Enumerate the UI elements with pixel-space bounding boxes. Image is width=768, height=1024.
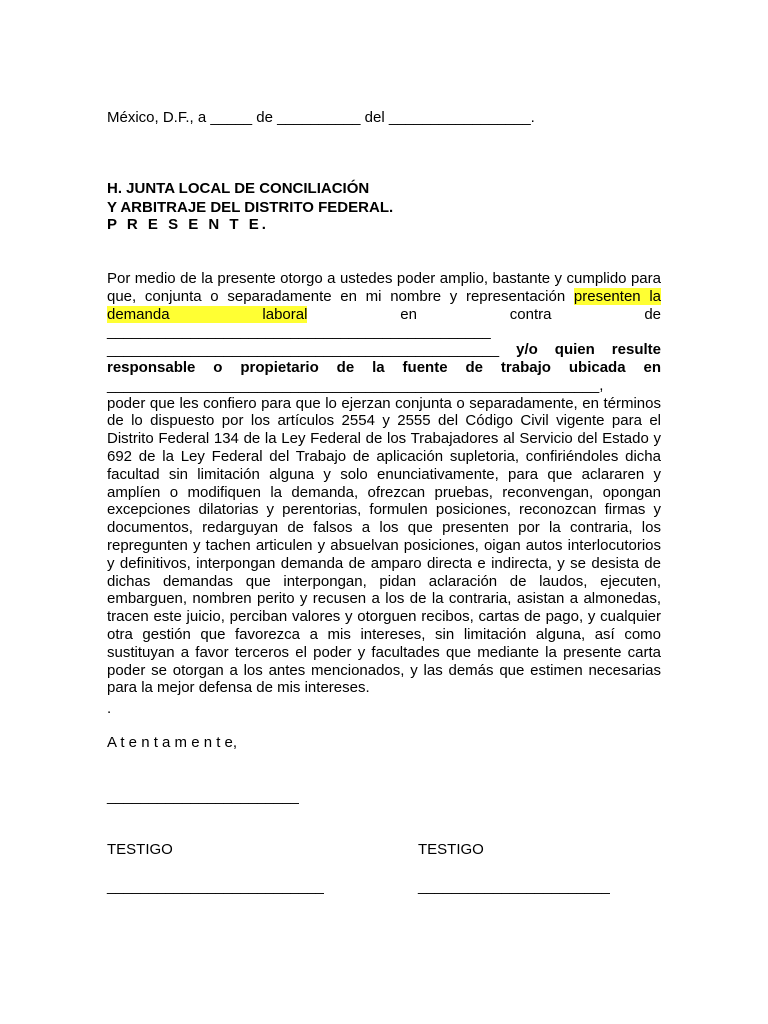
witness-right-label: TESTIGO [418, 841, 484, 858]
body-line-1: Por medio de la presente otorgo a ustedes poder amplio, bastante y cumplido para [107, 270, 661, 287]
addressee-line-1: H. JUNTA LOCAL DE CONCILIACIÓN [107, 180, 370, 197]
body-line-6: ___________________________________________________________, [107, 376, 604, 394]
body-line-4-bold: y/o quien resulte [499, 341, 661, 359]
highlight-presenten: presenten la [573, 287, 661, 305]
witness-right-line: _______________________ [418, 878, 610, 895]
witness-left-line: __________________________ [107, 878, 324, 895]
signature-line: _______________________ [107, 788, 299, 805]
place-date-line: México, D.F., a _____ de __________ del _________________. [107, 109, 535, 126]
body-paragraph [107, 270, 661, 697]
body-line-3-text: en contra de ______________________________________________ [107, 305, 661, 341]
closing-line: A t e n t a m e n t e, [107, 734, 238, 751]
body-rest: poder que les confiero para que lo ejerzan conjunta o separadamente, en términos de lo dispuesto por los artículos 2554 y 2555 del Código Civil vigente para el Distrito Federal 134 de la Ley Federal de los Trabajadores al Servicio del Estado y 692 de la Ley Federal del Trabajo de aplicación supletoria, confiriéndoles dicha facultad sin limitación alguna y solo enunciativamente, para que aclararen y amplíen o modifiquen la demanda, ofrezcan pruebas, reconvengan, opongan excepciones dilatorias y perentorias, formulen posiciones, reconozcan firmas y documentos, redarguyan de falsos a los que presenten por la contraria, los repregunten y tachen articulen y absuelvan posiciones, oigan autos interlocutorios y definitivos, interpongan demanda de amparo directa e indirecta, y se desista de dichas demandas que interpongan, pidan aclaración de laudos, ejecuten, embarguen, nombren perito y recusen a los de la contraria, asistan a almonedas, tracen este juicio, perciban valores y otorguen recibos, cartas de pago, y cualquier otra gestión que favorezca a mis intereses, sin limitación alguna, así como sustituyan a favor terceros el poder y facultades que mediante la presente carta poder se otorgan a los antes mencionados, y las demás que estimen necesarias para la mejor defensa de mis intereses. [107, 394, 661, 697]
addressee-line-3: P R E S E N T E. [107, 216, 269, 233]
body-line-3 [107, 306, 661, 342]
blank-line: _______________________________________________ [107, 341, 500, 359]
body-line-5: responsable o propietario de la fuente de trabajo ubicada en [107, 358, 661, 376]
body-line-2-text: que, conjunta o separadamente en mi nombre y representación [107, 287, 574, 305]
highlight-demanda-laboral: demanda laboral [107, 305, 308, 323]
body-line-2 [107, 288, 661, 306]
body-line-4 [107, 341, 661, 359]
witness-left-label: TESTIGO [107, 841, 173, 858]
addressee-line-2: Y ARBITRAJE DEL DISTRITO FEDERAL. [107, 199, 394, 216]
dot-line: . [107, 700, 112, 717]
